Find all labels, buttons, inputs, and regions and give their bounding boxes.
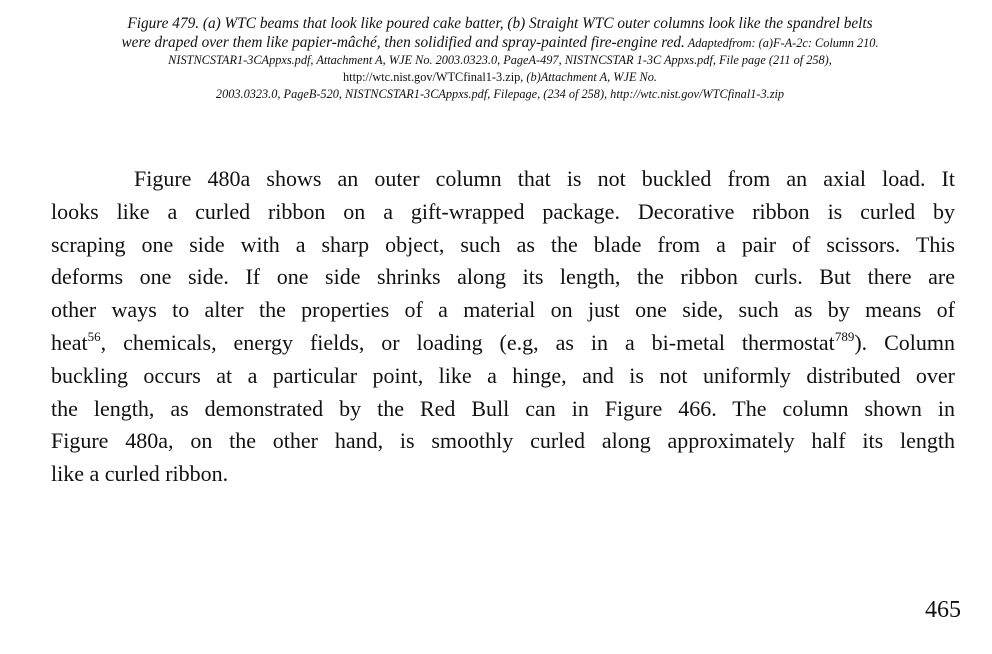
paragraph-line: other ways to alter the properties of a material on just one side, such as by means of [51,297,955,323]
paragraph-line: buckling occurs at a particular point, like a hinge, and is not uniformly distributed over [51,362,955,388]
text-segment: ). Column [854,329,955,355]
caption-source-start: Adaptedfrom: (a)F-A-2c: Column 210. [684,36,879,50]
page-number: 465 [925,597,961,623]
footnote-ref-56: 56 [87,328,101,344]
paragraph-line: Figure 480a, on the other hand, is smoothly curled along approximately half its length [51,428,955,454]
footnote-ref-789: 789 [834,328,855,344]
caption-url-1: http://wtc.nist.gov/WTCfinal1-3.zip, [343,70,524,84]
paragraph-line: deforms one side. If one side shrinks along its length, the ribbon curls. But there are [51,264,955,290]
figure-caption [40,14,960,103]
caption-line-5: 2003.0323.0, PageB-520, NISTNCSTAR1-3CAppxs.pdf, Filepage, (234 of 258), http://wtc.nist.gov/WTCfinal1-3.zip [215,87,785,101]
body-paragraph [51,163,955,491]
text-segment: heat [51,329,88,355]
paragraph-line: like a curled ribbon. [51,461,229,487]
paragraph-line [51,327,955,360]
caption-line-3: NISTNCSTAR1-3CAppxs.pdf, Attachment A, WJE No. 2003.0323.0, PageA-497, NISTNCSTAR 1-3C Appxs.pdf, File page (211 of 258), [168,53,832,67]
paragraph-line: Figure 480a shows an outer column that is not buckled from an axial load. It [134,166,955,191]
caption-source-b: (b)Attachment A, WJE No. [523,70,657,84]
caption-line-2-main: were draped over them like papier-mâché, then solidified and spray-painted fire-engine red. [121,34,685,51]
paragraph-line: scraping one side with a sharp object, such as the blade from a pair of scissors. This [51,231,955,257]
caption-line-1: Figure 479. (a) WTC beams that look like poured cake batter, (b) Straight WTC outer columns look like the spandrel belts [127,15,873,32]
paragraph-line: looks like a curled ribbon on a gift-wrapped package. Decorative ribbon is curled by [51,198,955,224]
caption-line-4 [40,69,960,86]
caption-line-2 [40,33,960,52]
text-segment: , chemicals, energy fields, or loading (e.g, as in a bi-metal thermostat [100,329,835,355]
paragraph-line: the length, as demonstrated by the Red Bull can in Figure 466. The column shown in [51,395,955,421]
